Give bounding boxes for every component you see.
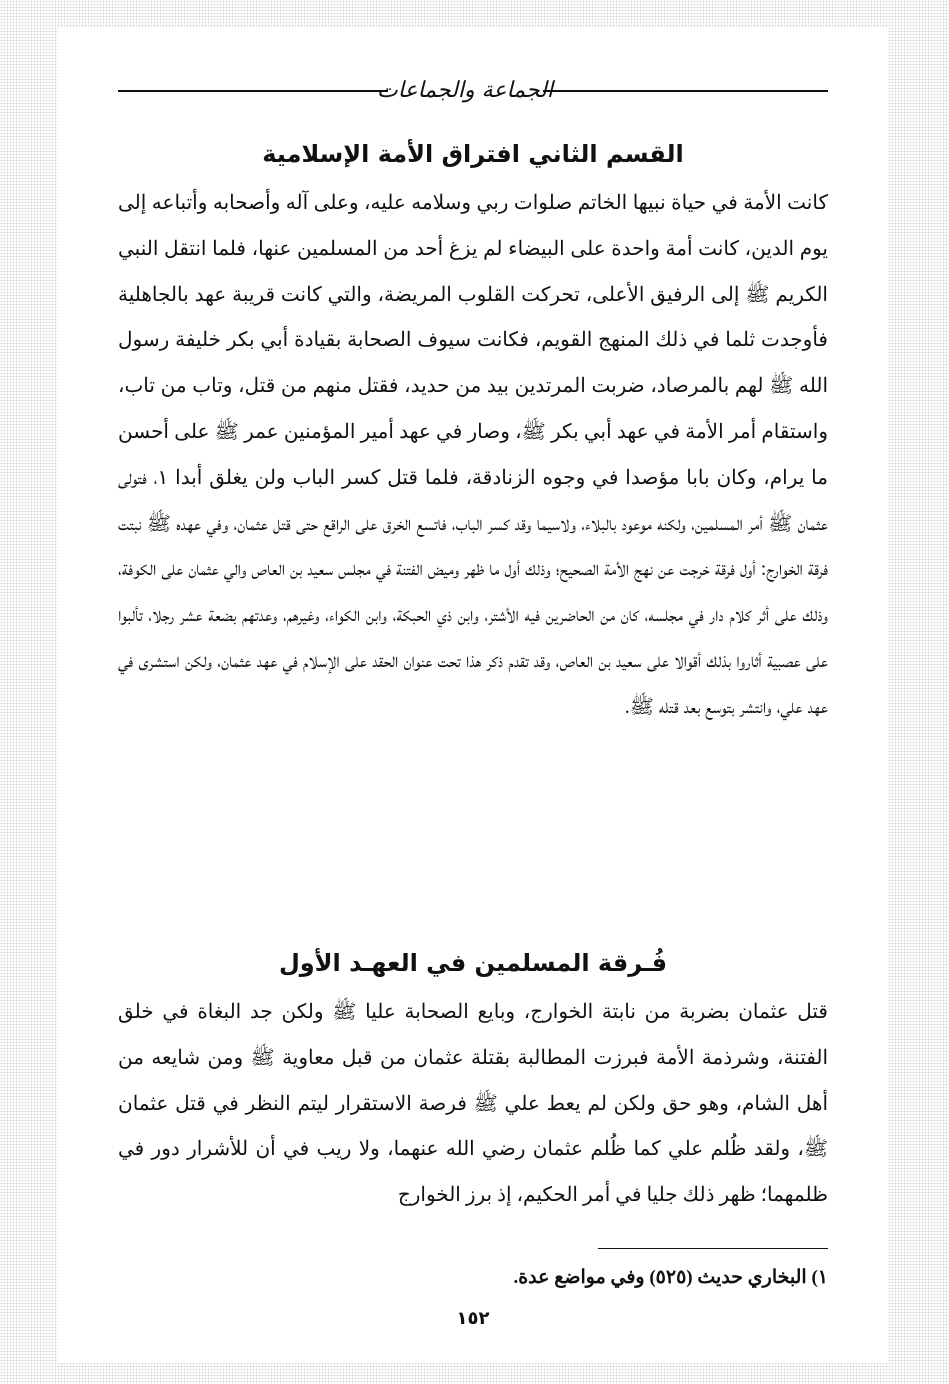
footnote: ١) البخاري حديث (٥٢٥) وفي مواضع عدة. xyxy=(513,1267,828,1288)
header-rule-right xyxy=(543,90,828,92)
section-heading-2: فُـرقة المسلمين في العهـد الأول xyxy=(278,949,668,977)
book-page xyxy=(58,28,888,1363)
section-heading-1: القسم الثاني افتراق الأمة الإسلامية xyxy=(262,140,684,168)
page-number: ١٥٢ xyxy=(456,1308,490,1329)
footnote-separator xyxy=(598,1248,828,1249)
header-rule-left xyxy=(118,90,388,92)
section-2-paragraph: قتل عثمان بضربة من نابتة الخوارج، وبايع الصحابة عليا ﷺ ولكن جد البغاة في خلق الفتنة، وشرذمة الأمة فبرزت المطالبة بقتلة عثمان من قبل معاوية ﷺ ومن شايعه من أهل الشام، وهو حق ولكن لم يعط علي ﷺ فرصة الاستقرار ليتم النظر في قتل عثمان ﷺ، ولقد ظُلم علي كما ظُلم عثمان رضي الله عنهما، ولا ريب في أن للأشرار دور في ظلمهما؛ ظهر ذلك جليا في أمر الحكيم، إذ برز الخوارج xyxy=(118,1001,828,1207)
section-1-paragraph: كانت الأمة في حياة نبيها الخاتم صلوات ربي وسلامه عليه، وعلى آله وأصحابه وأتباعه إلى يوم الدين، كانت أمة واحدة على البيضاء لم يزغ أحد من المسلمين عنها، فلما انتقل النبي الكريم ﷺ إلى الرفيق الأعلى، تحركت القلوب المريضة، والتي كانت قريبة عهد بالجاهلية فأوجدت ثلما في ذلك المنهج القويم، فكانت سيوف الصحابة بقيادة أبي بكر خليفة رسول الله ﷺ لهم بالمرصاد، ضربت المرتدين بيد من حديد، فقتل منهم من قتل، وتاب من تاب، واستقام أمر الأمة في عهد أبي بكر ﷺ، وصار في عهد أمير المؤمنين عمر ﷺ على أحسن ما يرام، وكان بابا مؤصدا في وجوه الزنادقة، فلما قتل كسر الباب ولن يغلق أبدا ١، فتولى عثمان ﷺ أمر المسلمين، ولكنه موعود بالبلاء، ولاسيما وقد كسر الباب، فاتسع الخرق على الراقع حتى قتل عثمان، وفي عهده ﷺ نبتت فرقة الخوارج: أول فرقة خرجت عن نهج الأمة الصحيح؛ وذلك أول ما ظهر وميض الفتنة في مجلس سعيد بن العاص والي عثمان على الكوفة، وذلك على أثر كلام دار في مجلسه، كان من الحاضرين فيه الأشتر، وابن ذي الحبكة، وابن الكواء، وغيرهم، وعدتهم بضعة عشر رجلا، تألبوا على عصبية أثاروا بذلك أقوالا على سعيد بن العاص، وقد تقدم ذكر هذا تحت عنوان الحقد على الإسلام في عهد عثمان، ولكن استشرى في عهد علي، وانتشر بتوسع بعد قتله ﷺ. xyxy=(118,192,828,718)
header-title: الجماعة والجماعات xyxy=(377,78,553,103)
running-header xyxy=(118,76,828,106)
